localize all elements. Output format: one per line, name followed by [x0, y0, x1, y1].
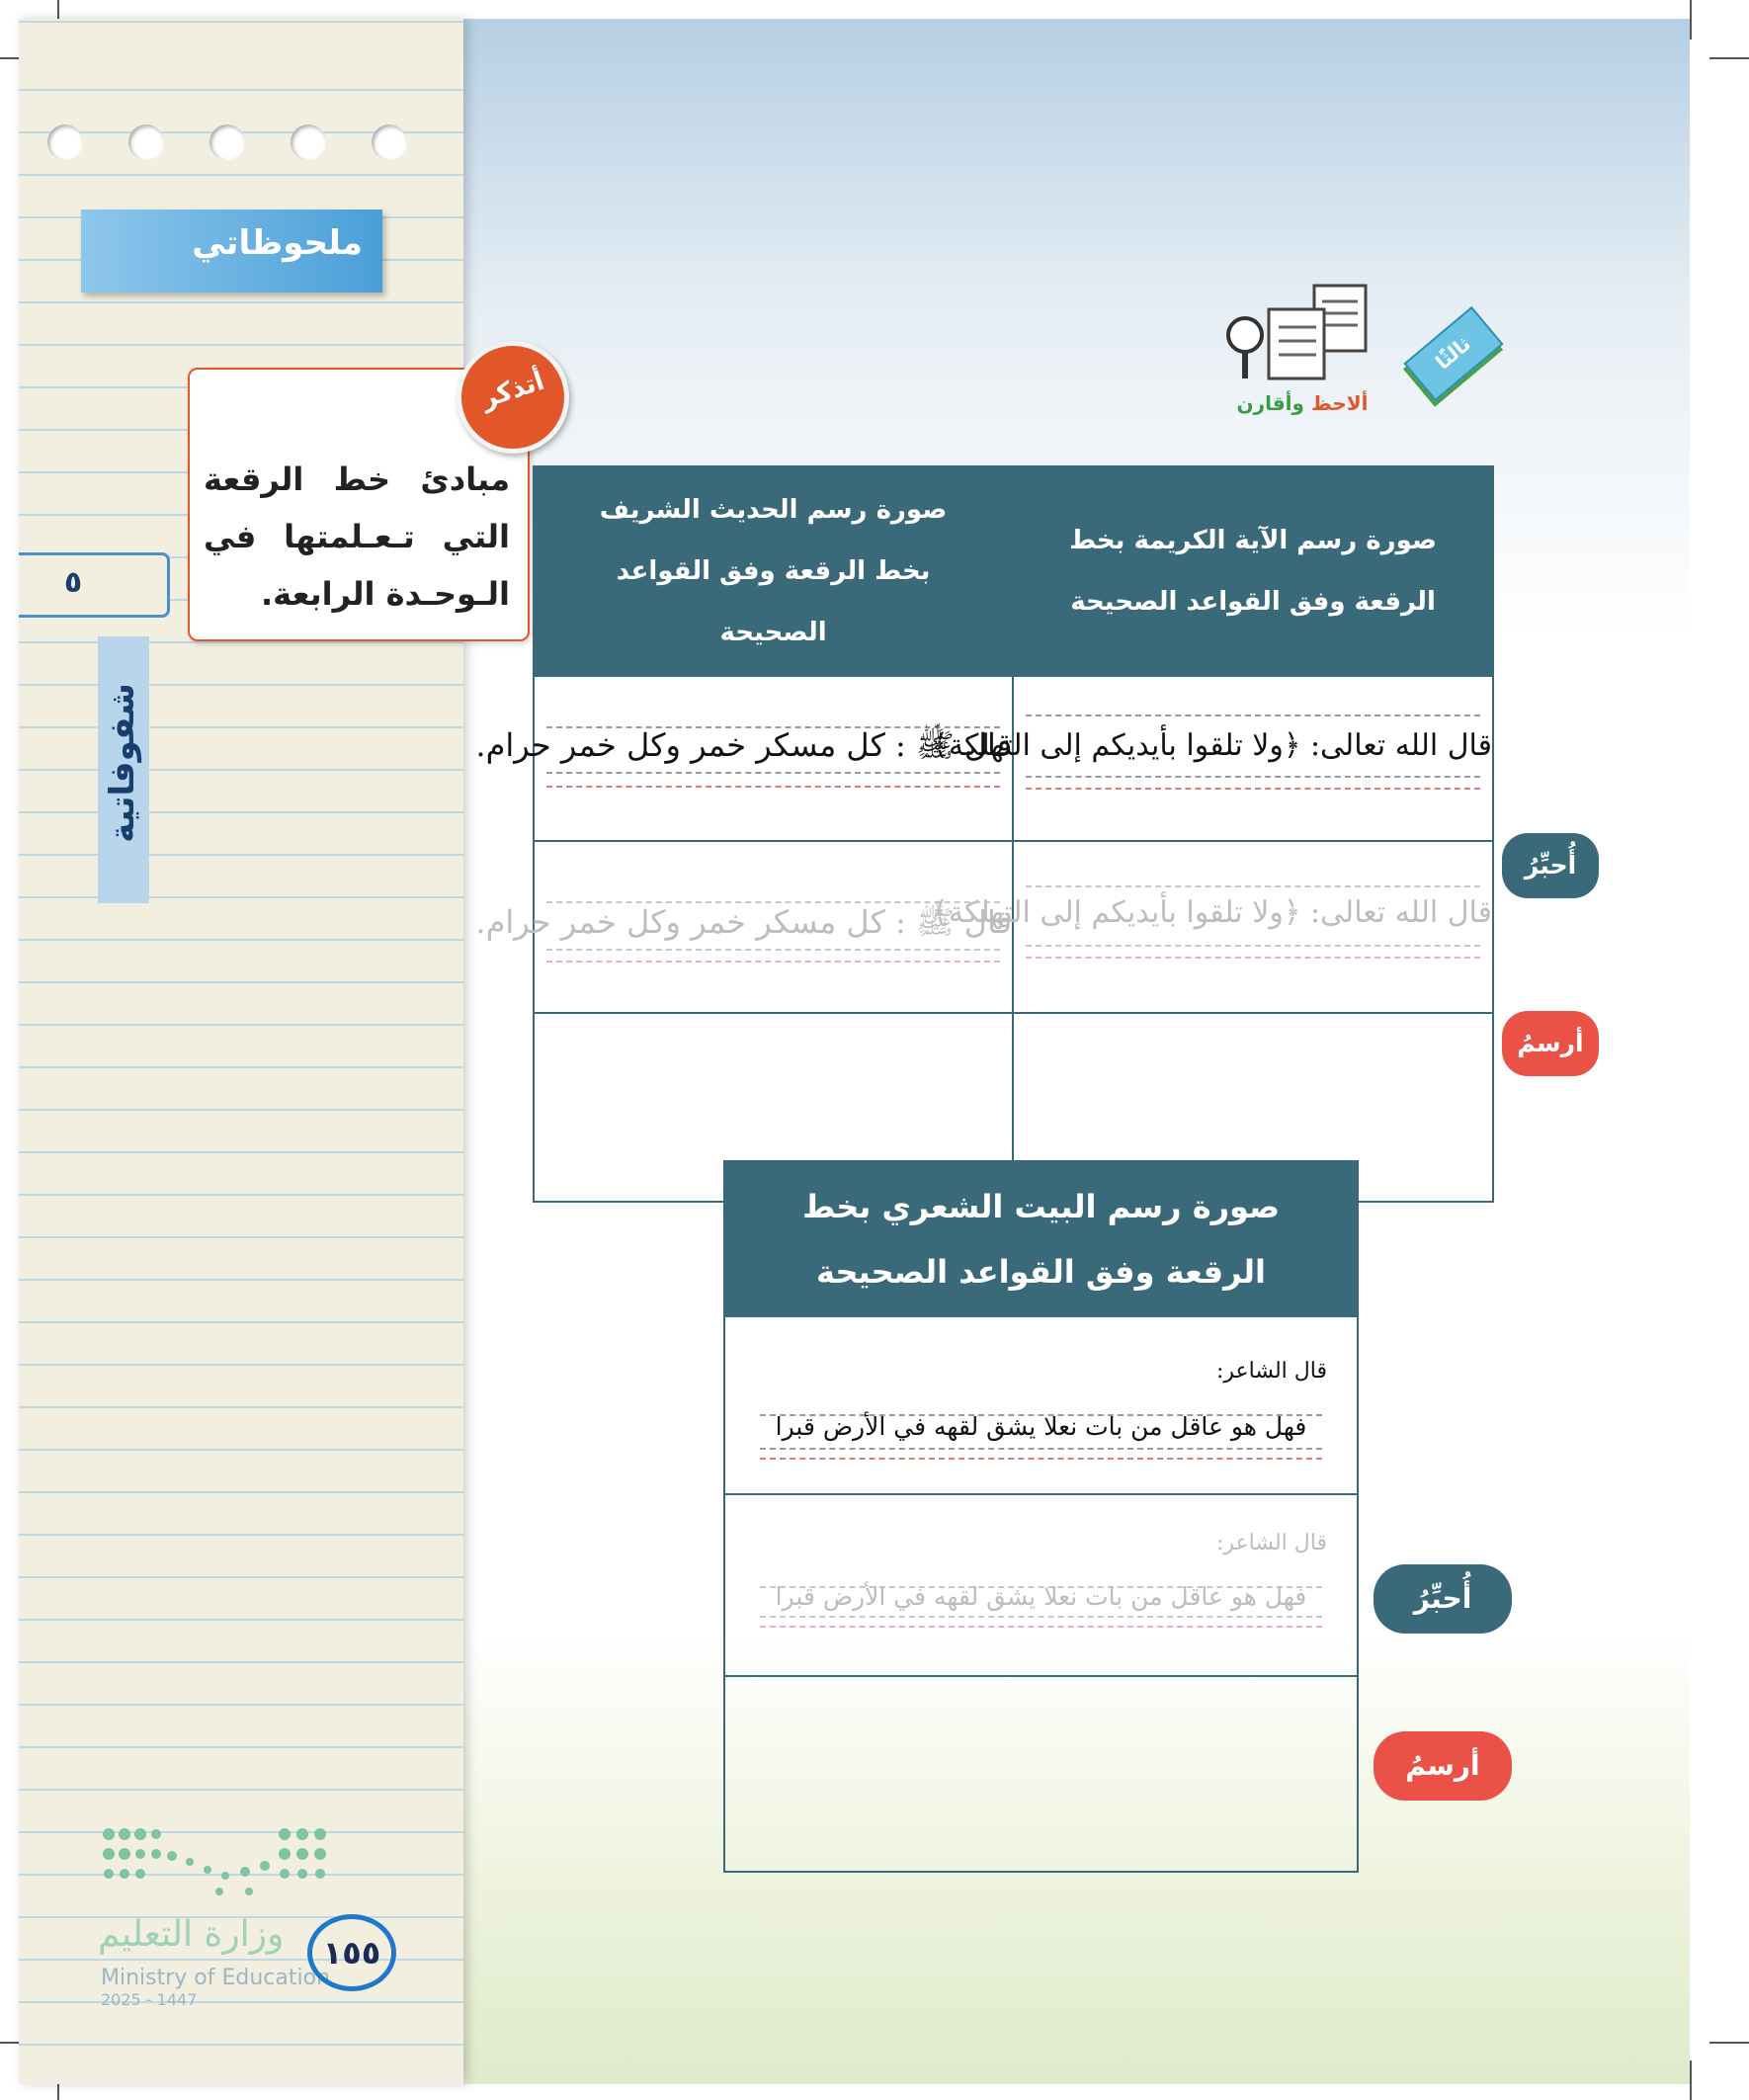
ministry-logo [101, 1822, 338, 1906]
compare-label: أقارن [1236, 391, 1292, 415]
verse-trace-cell[interactable] [931, 841, 1493, 1013]
binder-hole [128, 125, 164, 160]
page-number: ١٥٥ [307, 1914, 396, 1991]
notes-sidebar [19, 19, 463, 2084]
header-hadith-text: صورة رسم الحديث الشريف بخط الرقعة وفق القواعد الصحيحة [599, 495, 948, 647]
ministry-name-ar: وزارة التعليم [98, 1914, 285, 1955]
draw-button-2[interactable]: أرسمُ [1374, 1731, 1512, 1801]
crop-mark [1709, 2042, 1749, 2044]
header-verse-text: صورة رسم الآية الكريمة بخط الرقعة وفق القواعد الصحيحة [1069, 526, 1438, 617]
poetry-sample-text: فهل هو عاقل من بات نعلا يشق لقهه في الأرض قبرا [775, 1412, 1307, 1441]
observe-compare-icon [1223, 280, 1381, 403]
ministry-name-en: Ministry of Education [101, 1966, 331, 1990]
remember-tag-label: أتذكر [477, 366, 548, 415]
crop-mark [1709, 57, 1749, 59]
trace-button-1[interactable]: أُحبِّرُ [1502, 833, 1599, 898]
observe-label: ألاحظ [1310, 391, 1369, 415]
verse-sample-text: قال الله تعالى: ﴿ولا تلقوا بأيديكم إلى التهلكة﴾ [931, 728, 1492, 763]
section-badge-label: ثالثًا [1431, 331, 1475, 375]
unit-title: شفوفاتية [103, 683, 142, 843]
header-verse [1013, 466, 1493, 676]
hadith-sample-text: قال ﷺ : كل مسكر خمر وكل خمر حرام. [475, 726, 1013, 764]
crop-mark [1690, 0, 1692, 40]
unit-number: ٥ [63, 565, 83, 600]
header-hadith [534, 466, 1013, 676]
verse-sample-cell [931, 676, 1493, 841]
trace-button-2[interactable]: أُحبِّرُ [1374, 1564, 1512, 1634]
binder-hole [209, 125, 245, 160]
table-poetry [723, 1160, 1359, 1873]
poet-label-trace: قال الشاعر: [1215, 1531, 1327, 1555]
header-poetry-text: صورة رسم البيت الشعري بخط الرقعة وفق القواعد الصحيحة [801, 1187, 1280, 1291]
poetry-trace-text: فهل هو عاقل من بات نعلا يشق لقهه في الأرض قبرا [775, 1582, 1307, 1611]
header-poetry [724, 1161, 1358, 1316]
ministry-year: 2025 - 1447 [101, 1990, 198, 2009]
table-verse-hadith [475, 465, 1494, 1203]
verse-trace-text: قال الله تعالى: ﴿ولا تلقوا بأيديكم إلى التهلكة﴾ [931, 895, 1492, 930]
crop-mark [1690, 2060, 1692, 2100]
poetry-sample-cell [724, 1316, 1358, 1494]
and-label: و [1291, 391, 1311, 415]
remember-text: مبادئ خط الرقعة التي تـعـلمتها في الـوحـدة الرابعة. [204, 461, 510, 613]
binder-hole [372, 125, 407, 160]
observe-compare-label [1223, 391, 1381, 415]
ministry-logo-dots-icon [101, 1822, 338, 1906]
poet-label: قال الشاعر: [1215, 1359, 1327, 1384]
remember-tag [457, 341, 569, 454]
notes-title-banner [81, 210, 382, 293]
unit-tab [19, 552, 170, 618]
binder-hole [291, 125, 326, 160]
binder-hole [47, 125, 83, 160]
hadith-trace-text: قال ﷺ : كل مسكر خمر وكل خمر حرام. [475, 903, 1013, 941]
poetry-trace-cell[interactable] [724, 1494, 1358, 1676]
notes-title: ملحوظاتي [192, 223, 363, 263]
unit-title-banner [98, 636, 149, 903]
poetry-draw-cell[interactable] [724, 1676, 1358, 1872]
draw-button-1[interactable]: أرسمُ [1502, 1011, 1599, 1076]
